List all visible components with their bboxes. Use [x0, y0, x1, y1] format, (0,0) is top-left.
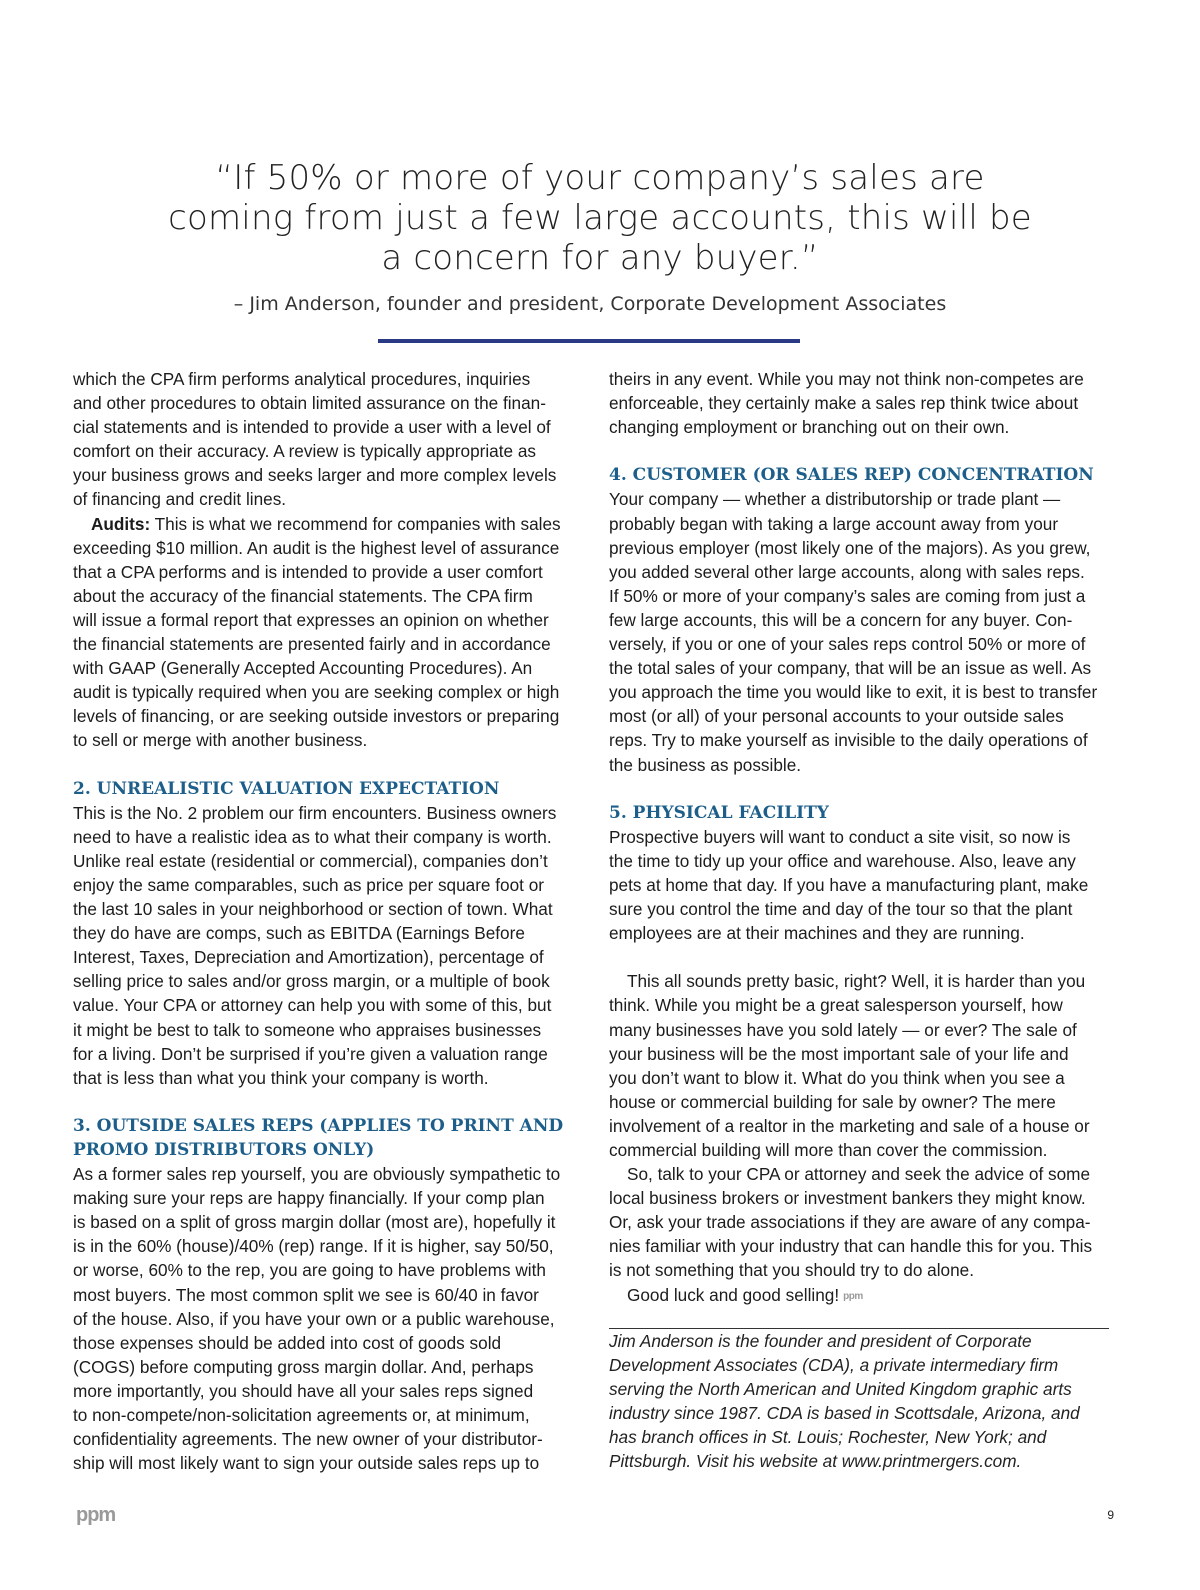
- ppm-end-mark-icon: ppm: [843, 1290, 863, 1302]
- text-line: As a former sales rep yourself, you are obviously sympathetic to: [73, 1164, 561, 1185]
- continued-paragraph: [609, 367, 1119, 439]
- text-line: the time to tidy up your office and warehouse. Also, leave any: [609, 850, 1076, 871]
- text-line: for a living. Don’t be surprised if you’re given a valuation range: [73, 1043, 548, 1064]
- author-bio: [609, 1329, 1119, 1474]
- text-line: your business will be the most important sale of your life and: [609, 1043, 1069, 1064]
- text-line: making sure your reps are happy financially. If your comp plan: [73, 1188, 545, 1209]
- text-line: is in the 60% (house)/40% (rep) range. If it is higher, say 50/50,: [73, 1236, 554, 1257]
- closing-paragraph-2: [609, 1162, 1119, 1282]
- text-line: local business brokers or investment bankers they might know.: [609, 1188, 1086, 1209]
- text-line: Or, ask your trade associations if they are aware of any compa-: [609, 1212, 1091, 1233]
- text-line: versely, if you or one of your sales reps control 50% or more of: [609, 634, 1086, 655]
- text-line: to non-compete/non-solicitation agreements or, at minimum,: [73, 1405, 530, 1426]
- text-line: If 50% or more of your company’s sales are coming from just a: [609, 585, 1086, 606]
- text-line: serving the North American and United Kingdom graphic arts: [609, 1378, 1072, 1399]
- text-line: probably began with taking a large account away from your: [609, 513, 1059, 534]
- text-line: you approach the time you would like to exit, it is best to transfer: [609, 682, 1098, 703]
- text-line: confidentiality agreements. The new owner of your distributor-: [73, 1429, 543, 1450]
- text-line: about the accuracy of the financial statements. The CPA firm: [73, 585, 533, 606]
- text-line: enjoy the same comparables, such as price per square foot or: [73, 874, 544, 895]
- text-line: This all sounds pretty basic, right? Well, it is harder than you: [627, 971, 1086, 992]
- section-3-heading: PROMO DISTRIBUTORS ONLY): [73, 1140, 375, 1160]
- text-line: has branch offices in St. Louis; Rochester, New York; and: [609, 1427, 1047, 1448]
- text-line: selling price to sales and/or gross margin, or a multiple of book: [73, 971, 550, 992]
- divider-rule: [378, 339, 800, 343]
- pull-quote-line: a concern for any buyer.”: [381, 238, 819, 278]
- text-line: your business grows and seeks larger and more complex levels: [73, 465, 557, 486]
- ppm-logo-icon: ppm: [76, 1504, 116, 1526]
- section-5-heading: 5. PHYSICAL FACILITY: [609, 802, 829, 823]
- sign-off-text: Good luck and good selling!: [627, 1284, 840, 1305]
- text-line: that a CPA performs and is intended to provide a user comfort: [73, 561, 543, 582]
- text-line: Prospective buyers will want to conduct a site visit, so now is: [609, 826, 1071, 847]
- text-line: ship will most likely want to sign your outside sales reps up to: [73, 1453, 540, 1474]
- text-line: theirs in any event. While you may not think non-competes are: [609, 369, 1084, 389]
- text-line: is based on a split of gross margin dollar (most are), hopefully it: [73, 1212, 556, 1233]
- text-line: most buyers. The most common split we see is 60/40 in favor: [73, 1284, 539, 1305]
- text-line: few large accounts, this will be a concern for any buyer. Con-: [609, 609, 1073, 630]
- text-line: This is the No. 2 problem our firm encounters. Business owners: [73, 802, 557, 823]
- text-line: employees are at their machines and they are running.: [609, 923, 1025, 944]
- text-line: the business as possible.: [609, 754, 802, 775]
- text-line: Pittsburgh. Visit his website at www.printmergers.com.: [609, 1451, 1022, 1472]
- text-line: it might be best to talk to someone who appraises businesses: [73, 1019, 542, 1040]
- text-line: sure you control the time and day of the tour so that the plant: [609, 899, 1073, 920]
- text-line: is not something that you should try to do alone.: [609, 1260, 974, 1281]
- text-line: of financing and credit lines.: [73, 489, 287, 510]
- text-line: (COGS) before computing gross margin dollar. And, perhaps: [73, 1356, 534, 1377]
- text-line: Your company — whether a distributorship or trade plant —: [609, 489, 1061, 510]
- audits-paragraph: [73, 512, 578, 753]
- text-line: reps. Try to make yourself as invisible to the daily operations of: [609, 730, 1088, 751]
- text-line: the last 10 sales in your neighborhood or section of town. What: [73, 899, 553, 920]
- text-line: with GAAP (Generally Accepted Accounting Procedures). An: [73, 658, 533, 679]
- section-3-paragraph: [73, 1162, 578, 1475]
- text-line: Unlike real estate (residential or commercial), companies don’t: [73, 850, 548, 871]
- text-line: those expenses should be added into cost of goods sold: [73, 1332, 502, 1353]
- section-3-heading: 3. OUTSIDE SALES REPS (APPLIES TO PRINT AND: [73, 1115, 564, 1136]
- text-line: levels of financing, or are seeking outside investors or preparing: [73, 706, 560, 727]
- audits-first-line: This is what we recommend for companies with sales: [150, 513, 561, 534]
- text-line: most (or all) of your personal accounts to your outside sales: [609, 706, 1064, 727]
- text-line: will issue a formal report that expresses an opinion on whether: [73, 609, 549, 630]
- spacer: [609, 777, 1119, 801]
- section-4-heading: 4. CUSTOMER (OR SALES REP) CONCENTRATION: [609, 465, 1094, 486]
- text-line: [73, 512, 578, 536]
- spacer: [73, 753, 578, 777]
- pull-quote: [100, 158, 1100, 278]
- text-line: exceeding $10 million. An audit is the highest level of assurance: [73, 537, 560, 558]
- text-line: changing employment or branching out on their own.: [609, 417, 1010, 438]
- text-line: pets at home that day. If you have a manufacturing plant, make: [609, 874, 1089, 895]
- text-line: and other procedures to obtain limited assurance on the finan-: [73, 393, 546, 414]
- text-line: the total sales of your company, that will be an issue as well. As: [609, 658, 1092, 679]
- text-line: think. While you might be a great salesperson yourself, how: [609, 995, 1063, 1016]
- pull-quote-line: coming from just a few large accounts, this will be: [168, 198, 1032, 238]
- section-5-paragraph: [609, 825, 1119, 945]
- pull-quote-line: “If 50% or more of your company’s sales are: [215, 158, 985, 198]
- section-2-paragraph: [73, 801, 578, 1090]
- text-line: commercial building will more than cover the commission.: [609, 1140, 1048, 1160]
- text-line: previous employer (most likely one of the majors). As you grew,: [609, 537, 1091, 558]
- text-line: that is less than what you think your company is worth.: [73, 1067, 489, 1088]
- text-line: many businesses have you sold lately — or ever? The sale of: [609, 1019, 1077, 1040]
- text-line: you added several other large accounts, along with sales reps.: [609, 561, 1085, 582]
- text-line: industry since 1987. CDA is based in Scottsdale, Arizona, and: [609, 1402, 1080, 1423]
- page-number: 9: [1107, 1508, 1114, 1522]
- text-line: you don’t want to blow it. What do you think when you see a: [609, 1067, 1065, 1088]
- review-paragraph: [73, 367, 578, 512]
- text-line: to sell or merge with another business.: [73, 730, 368, 751]
- text-line: more importantly, you should have all your sales reps signed: [73, 1380, 534, 1401]
- pull-quote-attribution: – Jim Anderson, founder and president, Corporate Development Associates: [233, 293, 947, 315]
- text-line: So, talk to your CPA or attorney and seek the advice of some: [627, 1164, 1091, 1185]
- text-line: cial statements and is intended to provide a user with a level of: [73, 417, 551, 438]
- section-4-paragraph: [609, 487, 1119, 776]
- spacer: [609, 439, 1119, 463]
- right-column: [609, 367, 1119, 1473]
- text-line: nies familiar with your industry that can handle this for you. This: [609, 1236, 1093, 1257]
- text-line: Development Associates (CDA), a private intermediary firm: [609, 1354, 1059, 1375]
- text-line: comfort on their accuracy. A review is typically appropriate as: [73, 441, 536, 462]
- text-line: which the CPA firm performs analytical procedures, inquiries: [73, 369, 531, 389]
- text-line: they do have are comps, such as EBITDA (Earnings Before: [73, 923, 525, 944]
- text-line: the financial statements are presented fairly and in accordance: [73, 634, 551, 655]
- spacer: [73, 1090, 578, 1114]
- left-column: [73, 367, 578, 1475]
- text-line: audit is typically required when you are seeking complex or high: [73, 682, 560, 703]
- text-line: Interest, Taxes, Depreciation and Amortization), percentage of: [73, 947, 544, 968]
- text-line: Jim Anderson is the founder and president of Corporate: [609, 1330, 1032, 1351]
- text-line: of the house. Also, if you have your own or a public warehouse,: [73, 1308, 555, 1329]
- spacer: [609, 945, 1119, 969]
- text-line: [609, 1283, 1119, 1309]
- closing-paragraph-1: [609, 969, 1119, 1162]
- text-line: house or commercial building for sale by owner? The mere: [609, 1091, 1056, 1112]
- text-line: value. Your CPA or attorney can help you with some of this, but: [73, 995, 552, 1016]
- text-line: or worse, 60% to the rep, you are going to have problems with: [73, 1260, 546, 1281]
- section-2-heading: 2. UNREALISTIC VALUATION EXPECTATION: [73, 778, 500, 799]
- text-line: involvement of a realtor in the marketing and sale of a house or: [609, 1115, 1090, 1136]
- text-line: need to have a realistic idea as to what their company is worth.: [73, 826, 552, 847]
- sign-off: [609, 1283, 1119, 1309]
- audits-label: Audits:: [91, 513, 151, 534]
- text-line: enforceable, they certainly make a sales rep think twice about: [609, 393, 1079, 414]
